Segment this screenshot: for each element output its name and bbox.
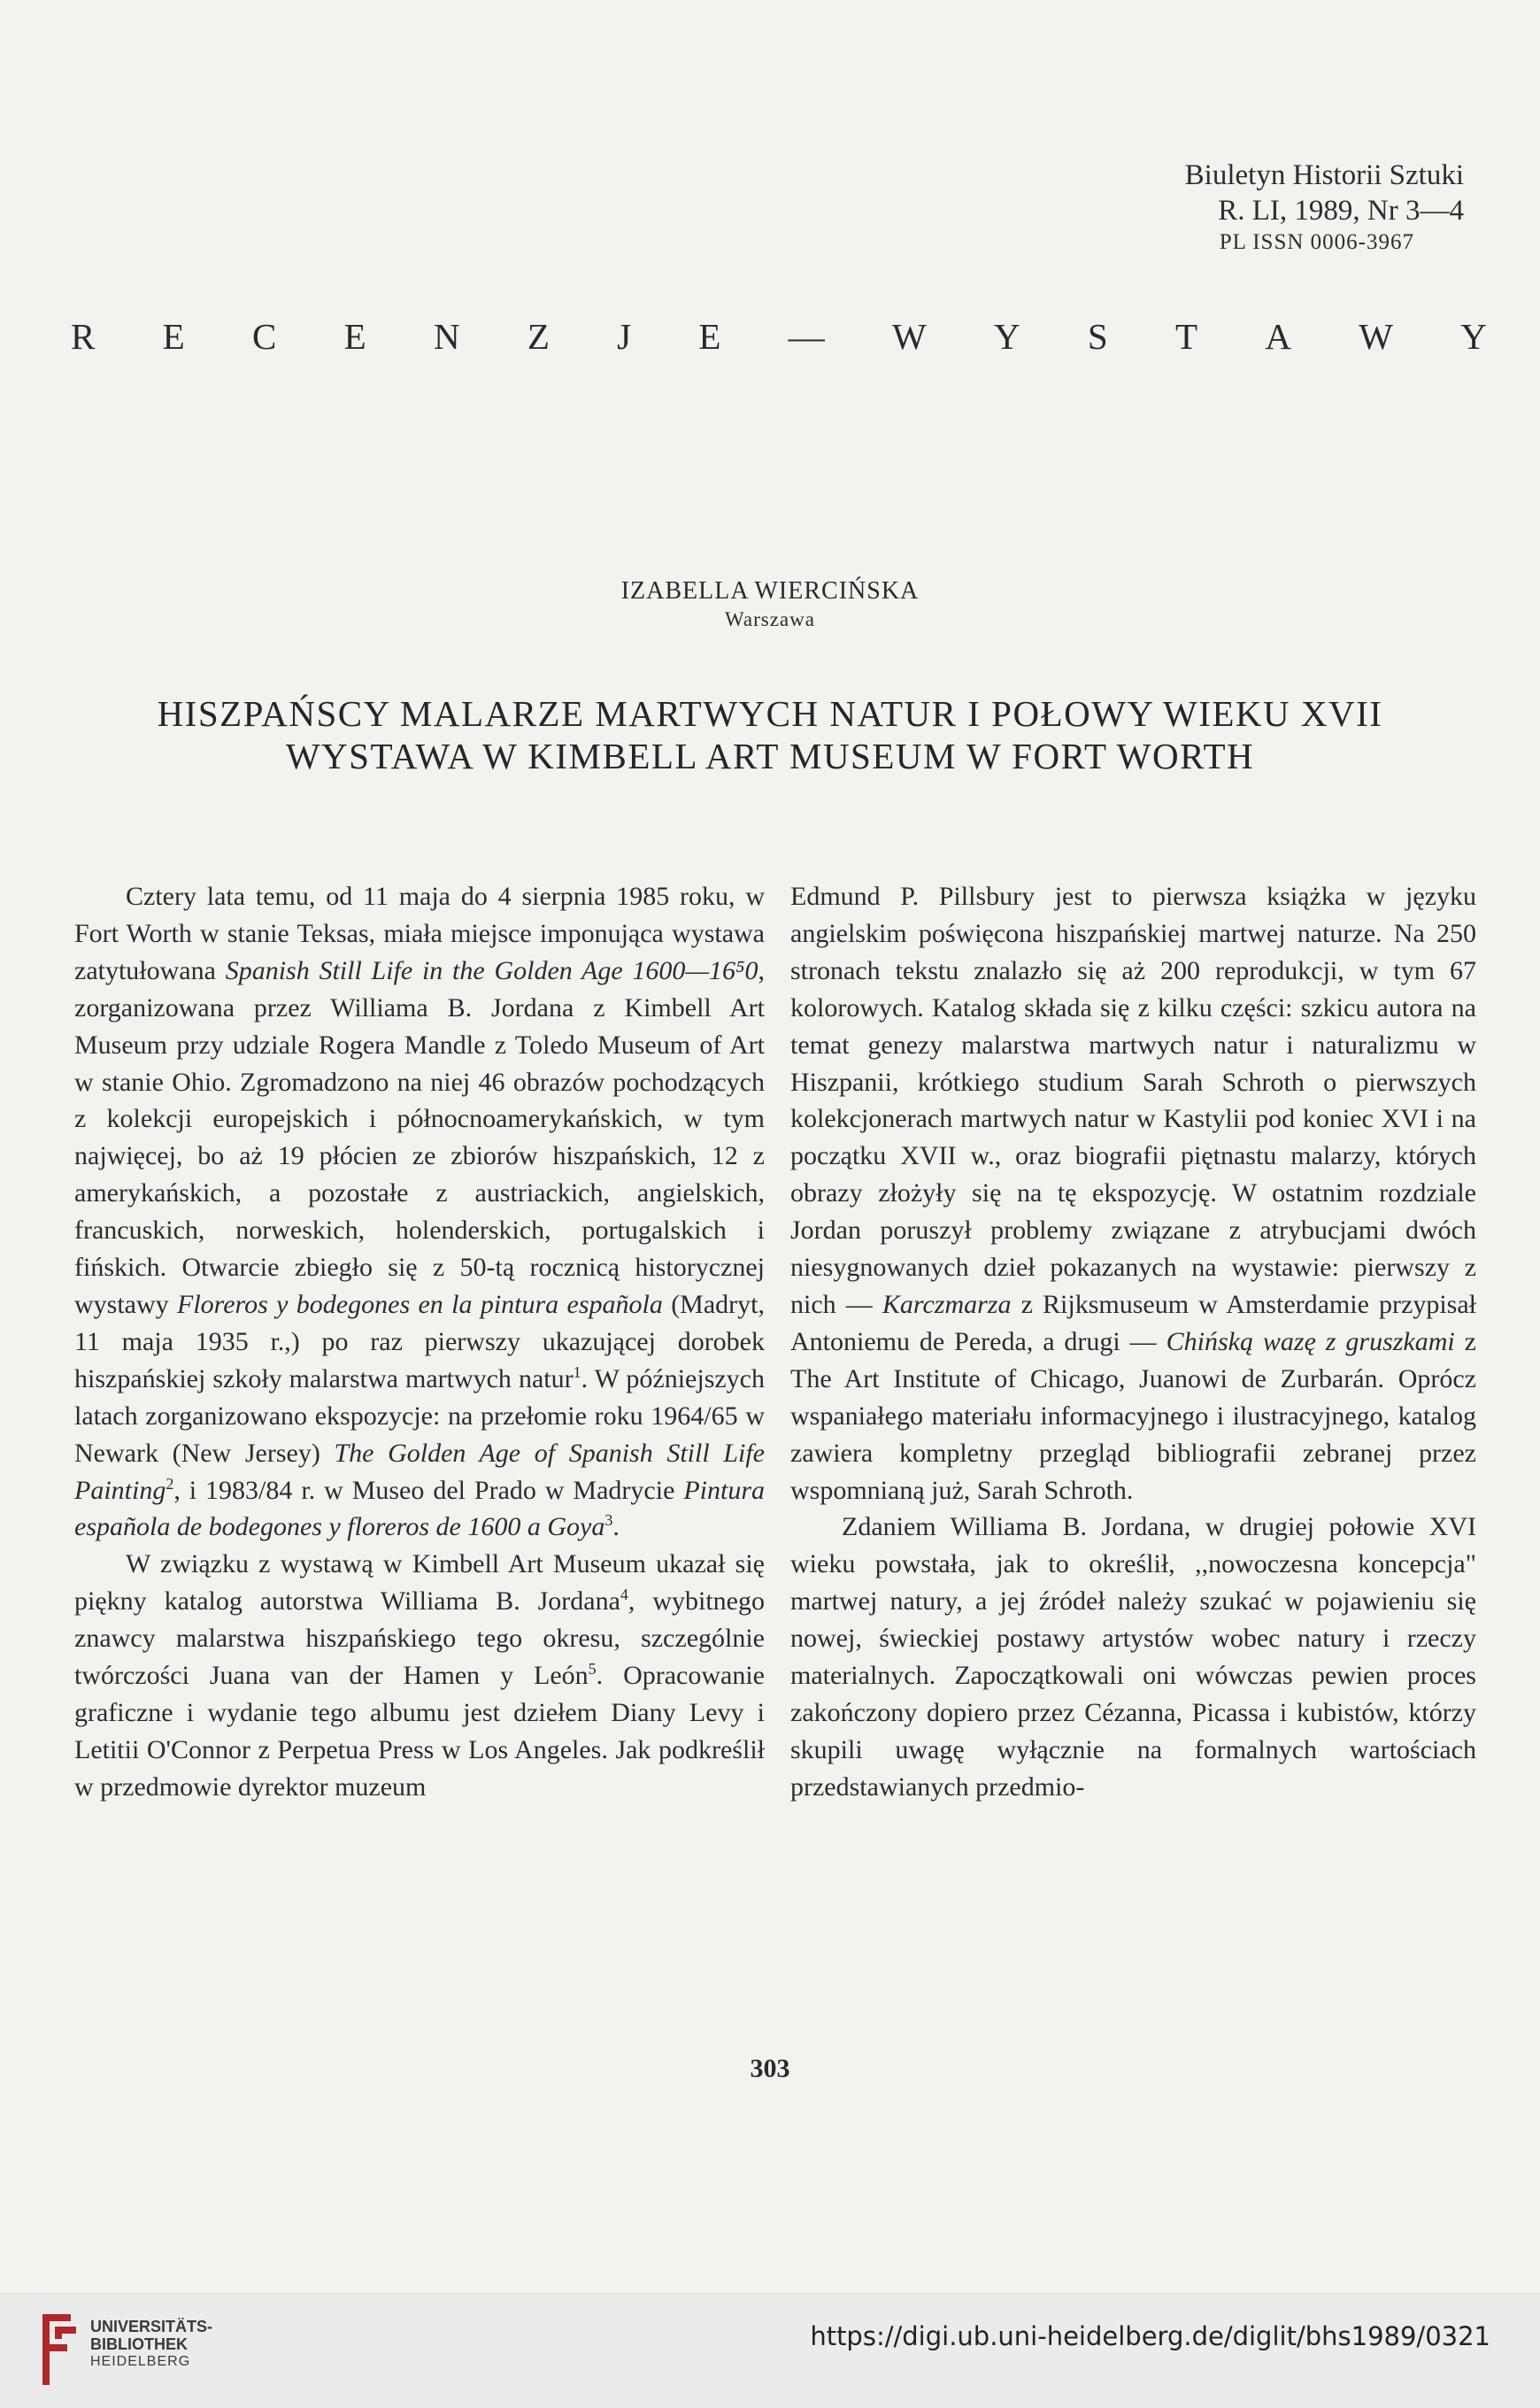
body-text: Cztery lata temu, od 11 maja do 4 sierpnia 1985 roku, w Fort Worth w stanie Teksas, miała miejsce imponująca wystawa zatytułowana bbox=[74, 882, 765, 985]
body-text: Edmund P. Pillsbury jest to pierwsza książka w języku angielskim poświęcona hiszpańskiej martwej naturze. Na 250 stronach tekstu znalazło się aż 200 reprodukcji, w tym 67 kolorowych. Katalog składa się z kilku części: szkicu autora na temat genezy malarstwa martwych natur i naturalizmu w Hiszpanii, krótkiego studium Sarah Schroth o pierwszych kolekcjonerach martwych natur w Kastylii pod koniec XVI i na początku XVII w., oraz biografii piętnastu malarzy, których obrazy złożyły się na tę ekspozycję. W ostatnim rozdziale Jordan poruszył problemy związane z atrybucjami dwóch niesygnowanych dzieł pokazanych na wystawie: pierwszy z nich — bbox=[790, 882, 1476, 1319]
section-heading-letter: E bbox=[162, 316, 185, 357]
paragraph bbox=[74, 1546, 765, 1805]
library-name bbox=[90, 2318, 212, 2371]
section-heading bbox=[71, 315, 1487, 358]
body-text: Zdaniem Williama B. Jordana, w drugiej połowie XVI wieku powstała, jak to określił, ,,nowoczesna koncepcja" martwej natury, a jej źródeł należy szukać w pojawieniu się nowej, świeckiej postawy artystów wobec natury i rzeczy materialnych. Zapoczątkowali oni wówczas pewien proces zakończony dopiero przez Cézanna, Picassa i kubistów, którzy skupili uwagę wyłącznie na formalnych wartościach przedstawianych przedmio- bbox=[790, 1512, 1476, 1802]
section-heading-letter: Y bbox=[1460, 316, 1487, 357]
body-text: z Rijksmuseum w Amsterdamie przypisał Antoniemu de Pereda, a drugi — bbox=[790, 1289, 1477, 1356]
section-heading-letter: J bbox=[617, 316, 632, 357]
article-title-line-1: HISZPAŃSCY MALARZE MARTWYCH NATUR I POŁOWY WIEKU XVII bbox=[157, 693, 1383, 734]
italic-title-text: Floreros y bodegones en la pintura española bbox=[177, 1289, 663, 1319]
section-heading-letter: E bbox=[698, 316, 721, 357]
body-text: . bbox=[612, 1512, 620, 1542]
paragraph bbox=[790, 878, 1476, 1509]
body-text: z The Art Institute of Chicago, Juanowi de Zurbarán. Oprócz wspaniałego materiału informacyjnego i ilustracyjnego, katalog zawiera kompletny przegląd bibliografii zebranej przez wspomnianą już, Sarah Schroth. bbox=[790, 1326, 1476, 1505]
section-heading-letter: W bbox=[892, 316, 927, 357]
library-name-line-2: BIBLIOTHEK bbox=[90, 2335, 188, 2353]
section-heading-letter: — bbox=[788, 316, 825, 357]
footnote-ref: 1 bbox=[573, 1362, 581, 1381]
section-heading-letter: E bbox=[343, 316, 366, 357]
author-city: Warszawa bbox=[725, 608, 815, 630]
footnote-ref: 5 bbox=[588, 1660, 597, 1679]
library-logo-icon bbox=[35, 2309, 81, 2390]
italic-title-text: Chińską wazę z gruszkami bbox=[1166, 1326, 1455, 1356]
section-heading-letter: R bbox=[71, 316, 96, 357]
journal-issue: R. LI, 1989, Nr 3—4 bbox=[1218, 195, 1464, 227]
library-name-line-1: UNIVERSITÄTS- bbox=[90, 2318, 213, 2335]
paragraph bbox=[74, 878, 765, 1546]
body-text: . W późniejszych latach zorganizowano ekspozycje: na przełomie roku 1964/65 w Newark (New Jersey) bbox=[74, 1363, 765, 1468]
body-text: , wybitnego znawcy malarstwa hiszpańskiego tego okresu, szczególnie twórczości Juana van der Hamen y León bbox=[74, 1586, 766, 1691]
journal-name: Biuletyn Historii Sztuki bbox=[1184, 159, 1464, 191]
section-heading-letter: Y bbox=[994, 316, 1020, 357]
footnote-ref: 3 bbox=[604, 1511, 613, 1530]
text-column-left bbox=[74, 878, 765, 1806]
footnote-ref: 2 bbox=[166, 1474, 174, 1493]
footnote-ref: 4 bbox=[620, 1586, 628, 1604]
page-number: 303 bbox=[750, 2054, 790, 2083]
italic-title-text: Spanish Still Life in the Golden Age 1600—16⁵0 bbox=[225, 955, 758, 985]
journal-header bbox=[1185, 158, 1464, 257]
section-heading-letter: S bbox=[1087, 316, 1108, 357]
section-heading-letter: N bbox=[433, 316, 460, 357]
library-name-line-3: HEIDELBERG bbox=[90, 2354, 191, 2369]
body-text: W związku z wystawą w Kimbell Art Museum ukazał się piękny katalog autorstwa Williama B. Jordana bbox=[74, 1549, 765, 1617]
permalink-url[interactable]: https://digi.ub.uni-heidelberg.de/diglit/bhs1989/0321 bbox=[810, 2321, 1490, 2351]
paragraph bbox=[790, 1509, 1476, 1805]
italic-title-text: The Golden Age of Spanish Still Life Painting bbox=[74, 1438, 765, 1505]
article-title-line-2: WYSTAWA W KIMBELL ART MUSEUM W FORT WORTH bbox=[285, 736, 1255, 776]
section-heading-letter: T bbox=[1174, 316, 1198, 357]
journal-issn: PL ISSN 0006-3967 bbox=[1219, 230, 1414, 254]
body-text: . Opracowanie graficzne i wydanie tego albumu jest dziełem Diany Levy i Letitii O'Connor z Perpetua Press w Los Angeles. Jak podkreślił w przedmowie dyrektor muzeum bbox=[74, 1661, 765, 1802]
section-heading-letter: A bbox=[1265, 316, 1291, 357]
italic-title-text: Pintura española de bodegones y floreros de 1600 a Goya bbox=[74, 1475, 765, 1542]
text-column-right bbox=[790, 878, 1476, 1806]
body-text: , i 1983/84 r. w Museo del Prado w Madrycie bbox=[173, 1475, 684, 1505]
section-heading-letter: Z bbox=[527, 316, 550, 357]
article-title bbox=[0, 692, 1540, 777]
body-text: (Madryt, 11 maja 1935 r.,) po raz pierwszy ukazującej dorobek hiszpańskiej szkoły malarstwa martwych natur bbox=[74, 1289, 766, 1393]
section-heading-letter: W bbox=[1359, 316, 1393, 357]
section-heading-letter: C bbox=[251, 316, 277, 357]
italic-title-text: Karczmarza bbox=[882, 1289, 1012, 1319]
body-text: , zorganizowana przez Williama B. Jordana z Kimbell Art Museum przy udziale Rogera Mandle z Toledo Museum of Art w stanie Ohio. Zgromadzono na niej 46 obrazów pochodzących z kolekcji europejskich i północnoamerykańskich, w tym najwięcej, bo aż 19 płócien ze zbiorów hiszpańskich, 12 z amerykańskich, a pozostałe z austriackich, angielskich, francuskich, norweskich, holenderskich, portugalskich i fińskich. Otwarcie zbiegło się z 50-tą rocznicą historycznej wystawy bbox=[74, 955, 765, 1319]
author-name: IZABELLA WIERCIŃSKA bbox=[620, 577, 920, 605]
